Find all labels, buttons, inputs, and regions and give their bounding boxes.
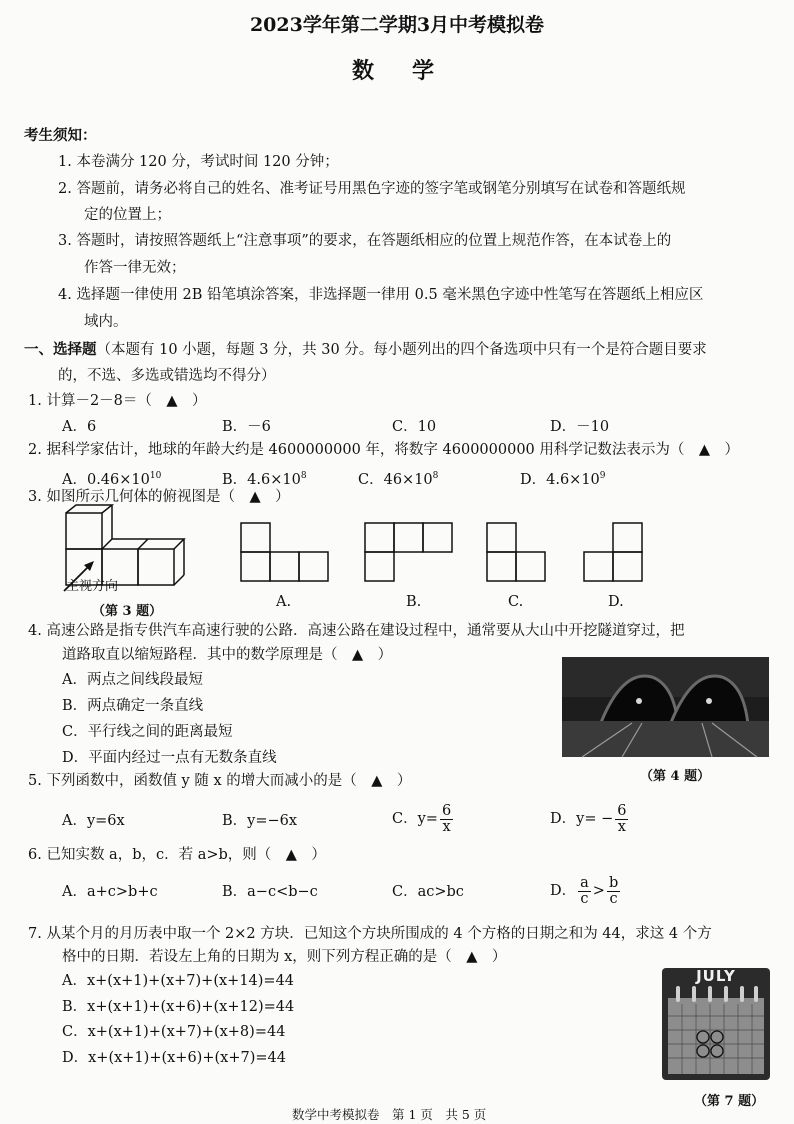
q1-option-c: C．10 xyxy=(392,419,437,435)
q6-option-b: B．a−c<b−c xyxy=(222,884,318,900)
q7-caption: （第 7 题） xyxy=(694,1094,765,1109)
q6-option-d: D． $\frac{a}{c}$ > $\frac{b}{c}$ xyxy=(550,874,619,907)
q2-option-b: B．$4.6\times 10^8$ xyxy=(222,471,307,488)
page-footer: 数学中考模拟卷 第 1 页 共 5 页 xyxy=(292,1107,487,1122)
q1-stem: 1. 计算－2－8＝（ ▲ ） xyxy=(28,393,207,409)
q3-option-c-figure xyxy=(486,522,548,582)
q4-stem-2: 道路取直以缩短路程．其中的数学原理是（ ▲ ） xyxy=(62,647,393,663)
notice-item: 域内。 xyxy=(84,314,128,330)
q4-option-c: C．平行线之间的距离最短 xyxy=(62,724,233,740)
section-heading xyxy=(24,341,707,359)
q4-option-b: B．两点确定一条直线 xyxy=(62,698,204,714)
notice-item: 3. 答题时，请按照答题纸上“注意事项”的要求，在答题纸相应的位置上规范作答，在本试卷上的 xyxy=(58,233,672,249)
q5-option-d: D．y= − $\frac{6}{x}$ xyxy=(550,802,627,835)
q3-option-d-figure xyxy=(583,522,645,582)
exam-title: 2023学年第二学期3月中考模拟卷 xyxy=(249,14,545,36)
q4-caption: （第 4 题） xyxy=(640,769,711,784)
q1-option-b: B．－6 xyxy=(222,419,271,435)
q3-option-b-figure xyxy=(364,522,454,582)
q1-option-d: D．－10 xyxy=(550,419,610,435)
q3-stem: 3. 如图所示几何体的俯视图是（ ▲ ） xyxy=(28,489,290,505)
q3-option-d-label: D. xyxy=(608,594,624,610)
q4-option-a: A．两点之间线段最短 xyxy=(62,672,203,688)
q5-stem: 5. 下列函数中，函数值 y 随 x 的增大而减小的是（ ▲ ） xyxy=(28,773,412,789)
q3-caption: （第 3 题） xyxy=(92,604,163,619)
q3-option-a-figure xyxy=(240,522,330,582)
section-desc: （本题有 10 小题，每题 3 分，共 30 分。每小题列出的四个备选项中只有一个是符合题目要求 xyxy=(96,342,707,358)
q7-option-d: D．x+(x+1)+(x+6)+(x+7)=44 xyxy=(62,1050,286,1066)
q3-view-direction-label: 主视方向 xyxy=(66,579,119,594)
q5-option-a: A．y=6x xyxy=(62,813,125,829)
q3-option-a-label: A. xyxy=(276,594,292,610)
notice-item: 2. 答题前，请务必将自己的姓名、准考证号用黑色字迹的签字笔或钢笔分别填写在试卷和答题纸规 xyxy=(58,181,686,197)
q3-option-b-label: B. xyxy=(406,594,422,610)
notice-item: 作答一律无效； xyxy=(84,260,186,276)
q6-stem: 6. 已知实数 a，b，c．若 a>b，则（ ▲ ） xyxy=(28,847,326,863)
q2-stem: 2. 据科学家估计，地球的年龄大约是 4600000000 年，将数字 4600000000 用科学记数法表示为（ ▲ ） xyxy=(28,442,740,458)
q7-calendar-month: JULY xyxy=(696,967,736,985)
q6-option-a: A．a+c>b+c xyxy=(62,884,158,900)
q7-stem-2: 格中的日期．若设左上角的日期为 x，则下列方程正确的是（ ▲ ） xyxy=(62,949,507,965)
q2-option-a: A．$0.46\times 10^{10}$ xyxy=(62,471,162,488)
subject-title: 数 学 xyxy=(351,58,442,84)
q7-option-b: B．x+(x+1)+(x+6)+(x+12)=44 xyxy=(62,999,295,1015)
notice-heading: 考生须知： xyxy=(24,127,97,144)
q4-stem-1: 4. 高速公路是指专供汽车高速行驶的公路．高速公路在建设过程中，通常要从大山中开挖隧道穿过，把 xyxy=(28,623,685,639)
notice-item: 1. 本卷满分 120 分，考试时间 120 分钟； xyxy=(58,154,339,170)
q7-option-c: C．x+(x+1)+(x+7)+(x+8)=44 xyxy=(62,1024,286,1040)
q2-option-c: C．$46\times 10^8$ xyxy=(358,471,439,488)
q5-option-b: B．y=−6x xyxy=(222,813,298,829)
q7-stem-1: 7. 从某个月的月历表中取一个 2×2 方块．已知这个方块所围成的 4 个方格的日期之和为 44，求这 4 个方 xyxy=(28,926,712,942)
q1-option-a: A．6 xyxy=(62,419,97,435)
section-desc-2: 的，不选、多选或错选均不得分） xyxy=(58,368,276,384)
q2-option-d: D．$4.6\times 10^9$ xyxy=(520,471,606,488)
q4-tunnel-photo xyxy=(562,657,769,757)
notice-item: 定的位置上； xyxy=(84,207,171,223)
section-title: 一、选择题 xyxy=(24,341,97,358)
q7-option-a: A．x+(x+1)+(x+7)+(x+14)=44 xyxy=(62,973,295,989)
q4-option-d: D．平面内经过一点有无数条直线 xyxy=(62,750,277,766)
q3-option-c-label: C. xyxy=(508,594,524,610)
notice-item: 4. 选择题一律使用 2B 铅笔填涂答案，非选择题一律用 0.5 毫米黑色字迹中性笔写在答题纸上相应区 xyxy=(58,287,704,303)
q6-option-c: C．ac>bc xyxy=(392,884,464,900)
q5-option-c: C．y= $\frac{6}{x}$ xyxy=(392,802,452,835)
